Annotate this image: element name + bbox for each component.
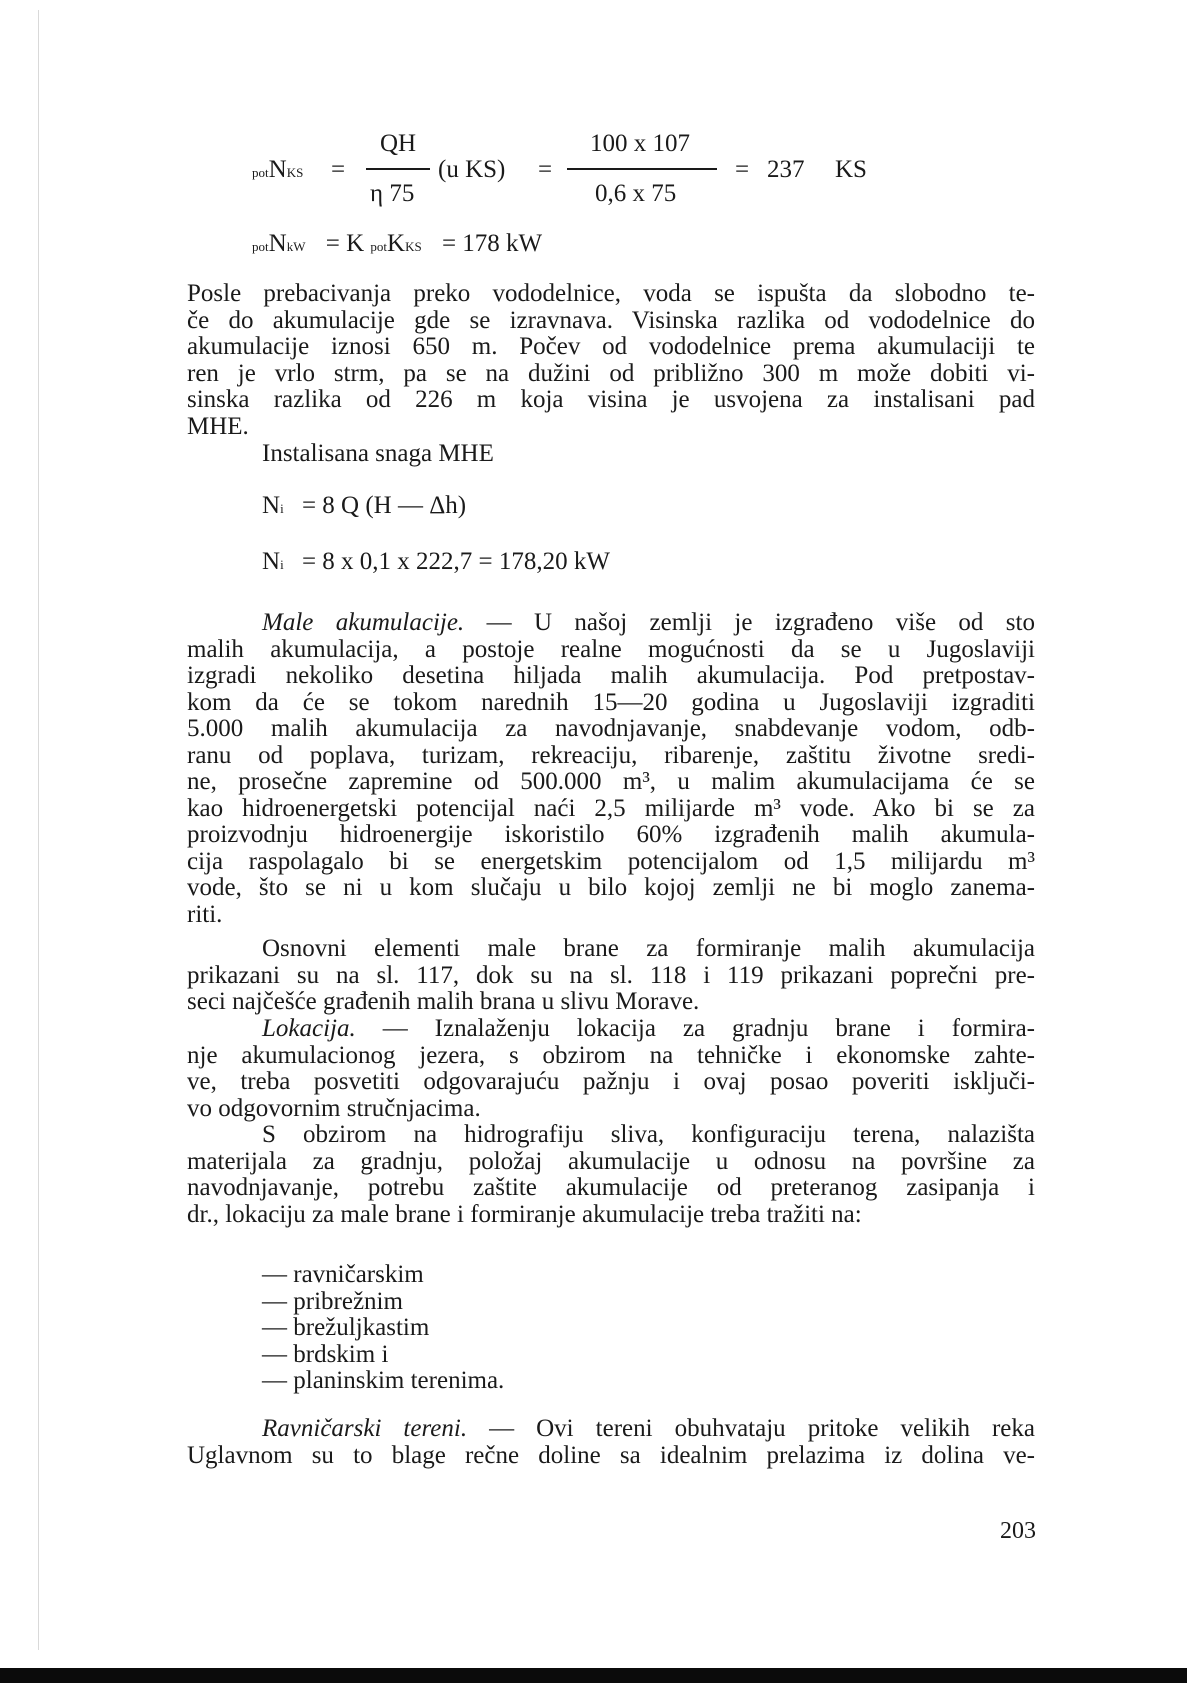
scan-edge-line — [38, 10, 39, 1650]
paragraph-title: Male akumulacije. — [262, 609, 465, 636]
page-number: 203 — [1000, 1518, 1036, 1544]
text-line: S obzirom na hidrografiju sliva, konfiguraciju terena, nalazišta — [262, 1121, 1035, 1148]
text-line: Uglavnom su to blage rečne doline sa idealnim prelazima iz dolina ve- — [187, 1441, 1035, 1469]
text-line: riti. — [187, 900, 223, 928]
equation-ni-1 — [262, 492, 466, 520]
fraction2-numerator: 100 x 107 — [590, 130, 690, 157]
formula-potN-kw — [252, 230, 542, 258]
mid-prefix: pot — [370, 239, 387, 254]
equals-sign: = — [735, 156, 750, 183]
eq-subscript: i — [280, 501, 284, 516]
formula-result: 237 — [767, 156, 805, 183]
formula-middle: = K — [325, 230, 365, 257]
text-line: nje akumulacionog jezera, s obzirom na tehničke i ekonomske zahte- — [187, 1041, 1035, 1069]
text-line: vode, što se ni u kom slučaju u bilo kojoj zemlji ne bi moglo zanema- — [187, 874, 1035, 901]
terrain-list — [262, 1262, 504, 1395]
fraction1-bar — [366, 168, 430, 170]
paragraph-hidrografija — [187, 1122, 1035, 1228]
text-line: vo odgovornim stručnjacima. — [187, 1094, 481, 1122]
text-line: 5.000 malih akumulacija za navodnjavanje, snabdevanje vodom, odb- — [187, 715, 1035, 742]
paragraph-title: Ravničarski tereni. — [262, 1415, 468, 1442]
text-line: sinska razlika od 226 m koja visina je usvojena za instalisani pad — [187, 386, 1035, 413]
text-line: — U našoj zemlji je izgrađeno više od sto — [464, 609, 1035, 636]
mid-symbol: K — [387, 230, 406, 257]
mid-subscript: KS — [405, 239, 422, 254]
equation-ni-2 — [262, 548, 610, 576]
text-line: — Iznalaženju lokacija za gradnju brane i formira- — [355, 1015, 1035, 1042]
text-line: cija raspolagalo bi se energetskim potencijalom od 1,5 milijardu m³ — [187, 847, 1035, 875]
text-line: kom da će se tokom narednih 15—20 godina u Jugoslaviji izgraditi — [187, 688, 1035, 716]
formula-lhs — [252, 156, 303, 184]
text-line: kao hidroenergetski potencijal naći 2,5 milijarde m³ vode. Ako bi se za — [187, 794, 1035, 822]
text-line: prikazani su na sl. 117, dok su na sl. 118 i 119 prikazani poprečni pre- — [187, 961, 1035, 989]
paragraph-posle — [187, 281, 1035, 440]
list-item: — brežuljkastim — [262, 1314, 430, 1341]
paragraph-ravnicarski — [187, 1416, 1035, 1469]
list-item: — ravničarskim — [262, 1261, 424, 1288]
formula-result: = 178 kW — [441, 230, 543, 257]
fraction1-numerator: QH — [380, 130, 417, 157]
text-line: izgradi nekoliko desetina hiljada malih akumulacija. Pod pretpostav- — [187, 662, 1035, 689]
paragraph-male-akumulacije — [187, 610, 1035, 928]
paragraph-title: Lokacija. — [262, 1015, 356, 1042]
text-line: proizvodnju hidroenergije iskoristilo 60% izgrađenih malih akumula- — [187, 821, 1035, 848]
section-heading: Instalisana snaga MHE — [262, 440, 494, 467]
equals-sign: = — [538, 156, 553, 183]
eq-rest: = 8 x 0,1 x 222,7 = 178,20 kW — [301, 548, 610, 575]
list-item: — pribrežnim — [262, 1287, 403, 1315]
text-line: navodnjavanje, potrebu zaštite akumulacije od preteranog zasipanja i — [187, 1174, 1035, 1201]
scan-border-bar — [0, 1668, 1187, 1683]
text-line: ve, treba posvetiti odgovarajuću pažnju i ovaj posao poveriti isključi- — [187, 1068, 1035, 1095]
lhs-subscript: KS — [286, 165, 304, 180]
text-line: ren je vrlo strm, pa se na dužini od približno 300 m može dobiti vi- — [187, 359, 1035, 387]
eq-symbol: N — [262, 492, 281, 519]
text-line: — Ovi tereni obuhvataju pritoke velikih reka — [467, 1415, 1035, 1442]
lhs-subscript: kW — [286, 239, 306, 254]
eq-rest: = 8 Q (H — Δh) — [301, 492, 467, 519]
text-line: malih akumulacija, a postoje realne mogućnosti da se u Jugoslaviji — [187, 635, 1035, 663]
text-line: seci najčešće građenih malih brana u slivu Morave. — [187, 988, 700, 1015]
text-line: če do akumulacije gde se izravnava. Visinska razlika od vododelnice do — [187, 306, 1035, 334]
text-line: Osnovni elementi male brane za formiranje malih akumulacija — [262, 935, 1035, 962]
fraction1-denominator: η 75 — [370, 180, 415, 207]
text-line: MHE. — [187, 412, 249, 440]
paragraph-osnovni — [187, 936, 1035, 1016]
lhs-symbol: N — [268, 230, 287, 257]
fraction2-denominator: 0,6 x 75 — [595, 180, 677, 207]
list-item: — planinskim terenima. — [262, 1367, 505, 1394]
text-line: dr., lokaciju za male brane i formiranje akumulacije treba tražiti na: — [187, 1200, 862, 1228]
fraction2-bar — [567, 168, 717, 170]
eq-subscript: i — [280, 557, 284, 572]
eq-symbol: N — [262, 548, 281, 575]
text-line: Posle prebacivanja preko vododelnice, voda se ispušta da slobodno te- — [187, 280, 1035, 307]
list-item: — brdskim i — [262, 1340, 389, 1368]
unit-label: (u KS) — [438, 156, 506, 183]
lhs-prefix: pot — [252, 165, 269, 180]
equals-sign: = — [331, 156, 346, 183]
paragraph-lokacija — [187, 1016, 1035, 1122]
text-line: ranu od poplava, turizam, rekreaciju, ribarenje, zaštitu životne sredi- — [187, 741, 1035, 769]
text-line: akumulacije iznosi 650 m. Počev od vododelnice prema akumulaciji te — [187, 333, 1035, 360]
lhs-symbol: N — [268, 156, 287, 183]
lhs-prefix: pot — [252, 239, 269, 254]
result-unit: KS — [835, 156, 867, 183]
text-line: materijala za gradnju, položaj akumulacije u odnosu na površine za — [187, 1147, 1035, 1175]
text-line: ne, prosečne zapremine od 500.000 m³, u malim akumulacijama će se — [187, 768, 1035, 795]
